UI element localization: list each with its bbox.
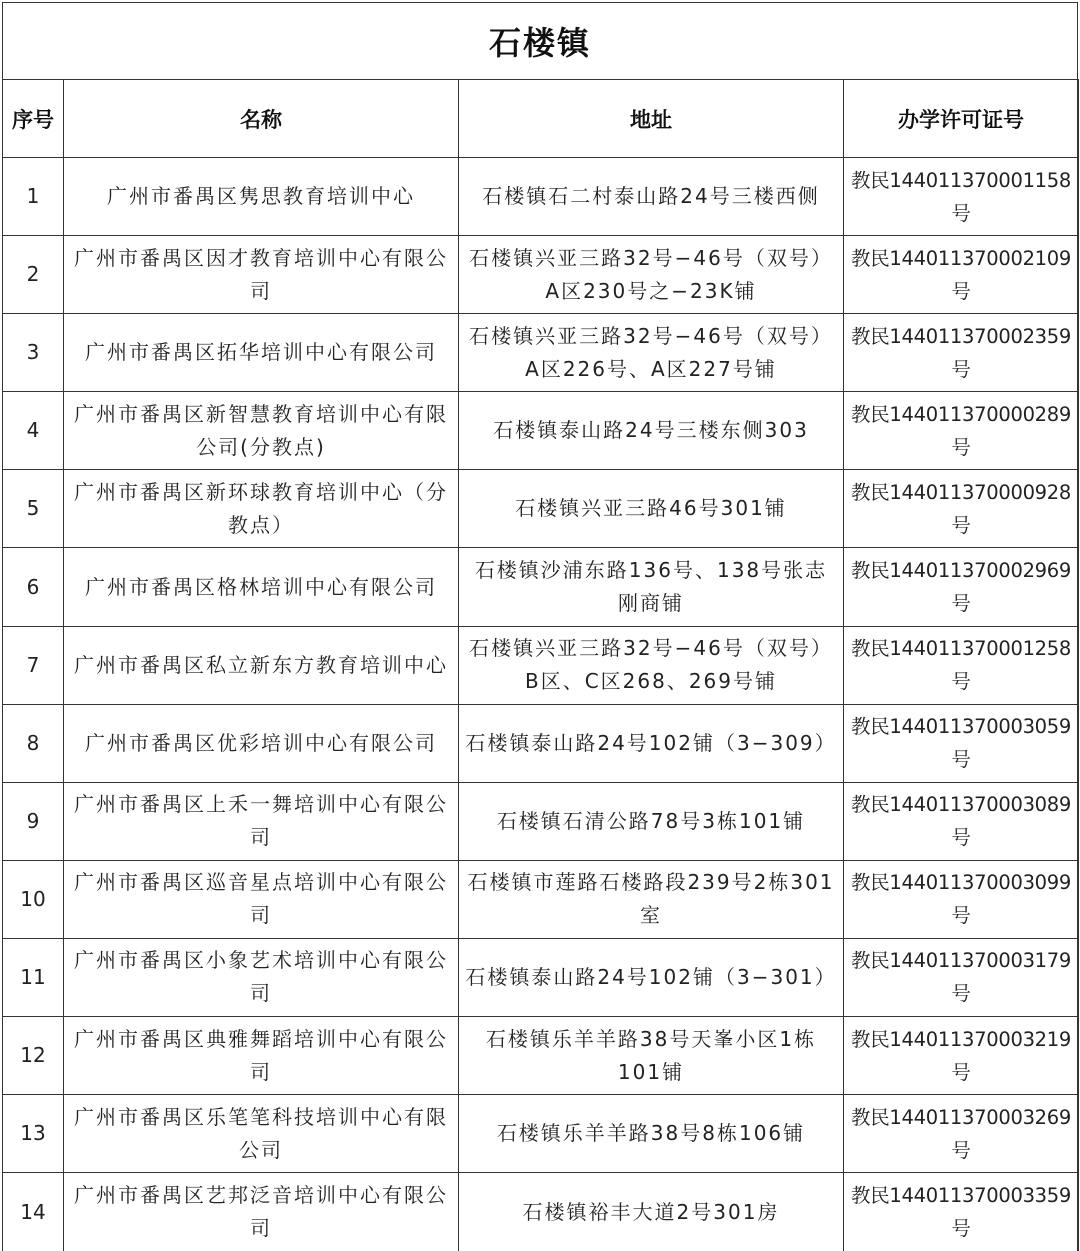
cell-index: 5	[3, 470, 64, 548]
cell-index: 7	[3, 626, 64, 704]
institution-table	[2, 79, 1079, 1251]
cell-name: 广州市番禺区巡音星点培训中心有限公司	[64, 860, 459, 938]
table-row	[3, 626, 1079, 704]
table-row	[3, 1017, 1079, 1095]
cell-index: 14	[3, 1173, 64, 1251]
table-row	[3, 1173, 1079, 1251]
cell-address: 石楼镇兴亚三路32号−46号（双号）A区226号、A区227号铺	[459, 314, 844, 392]
cell-license: 教民144011370000289号	[844, 392, 1079, 470]
cell-index: 10	[3, 860, 64, 938]
cell-name: 广州市番禺区上禾一舞培训中心有限公司	[64, 782, 459, 860]
cell-address: 石楼镇乐羊羊路38号8栋106铺	[459, 1095, 844, 1173]
cell-name: 广州市番禺区艺邦泛音培训中心有限公司	[64, 1173, 459, 1251]
cell-index: 9	[3, 782, 64, 860]
cell-license: 教民144011370003219号	[844, 1017, 1079, 1095]
cell-license: 教民144011370003359号	[844, 1173, 1079, 1251]
header-address: 地址	[459, 80, 844, 158]
cell-address: 石楼镇泰山路24号三楼东侧303	[459, 392, 844, 470]
table-row	[3, 704, 1079, 782]
cell-address: 石楼镇泰山路24号102铺（3−309）	[459, 704, 844, 782]
table-row	[3, 860, 1079, 938]
cell-address: 石楼镇乐羊羊路38号天峯小区1栋101铺	[459, 1017, 844, 1095]
table-header-row	[3, 80, 1079, 158]
table-row	[3, 392, 1079, 470]
header-index: 序号	[3, 80, 64, 158]
table-row	[3, 470, 1079, 548]
cell-index: 4	[3, 392, 64, 470]
cell-name: 广州市番禺区乐笔笔科技培训中心有限公司	[64, 1095, 459, 1173]
cell-address: 石楼镇兴亚三路46号301铺	[459, 470, 844, 548]
cell-address: 石楼镇石二村泰山路24号三楼西侧	[459, 158, 844, 236]
cell-index: 11	[3, 938, 64, 1016]
cell-index: 13	[3, 1095, 64, 1173]
cell-license: 教民144011370003089号	[844, 782, 1079, 860]
cell-index: 6	[3, 548, 64, 626]
cell-license: 教民144011370003059号	[844, 704, 1079, 782]
cell-address: 石楼镇市莲路石楼路段239号2栋301室	[459, 860, 844, 938]
table-row	[3, 938, 1079, 1016]
cell-index: 3	[3, 314, 64, 392]
page-title: 石楼镇	[488, 23, 591, 62]
cell-name: 广州市番禺区新环球教育培训中心（分教点）	[64, 470, 459, 548]
cell-address: 石楼镇石清公路78号3栋101铺	[459, 782, 844, 860]
cell-name: 广州市番禺区小象艺术培训中心有限公司	[64, 938, 459, 1016]
header-license: 办学许可证号	[844, 80, 1079, 158]
cell-name: 广州市番禺区隽思教育培训中心	[64, 158, 459, 236]
cell-name: 广州市番禺区拓华培训中心有限公司	[64, 314, 459, 392]
cell-license: 教民144011370002359号	[844, 314, 1079, 392]
cell-address: 石楼镇兴亚三路32号−46号（双号）A区230号之−23K铺	[459, 236, 844, 314]
cell-address: 石楼镇兴亚三路32号−46号（双号）B区、C区268、269号铺	[459, 626, 844, 704]
cell-license: 教民144011370001258号	[844, 626, 1079, 704]
cell-address: 石楼镇裕丰大道2号301房	[459, 1173, 844, 1251]
cell-license: 教民144011370002109号	[844, 236, 1079, 314]
cell-address: 石楼镇沙浦东路136号、138号张志刚商铺	[459, 548, 844, 626]
cell-license: 教民144011370003099号	[844, 860, 1079, 938]
table-row	[3, 548, 1079, 626]
cell-index: 12	[3, 1017, 64, 1095]
header-name: 名称	[64, 80, 459, 158]
table-row	[3, 314, 1079, 392]
cell-license: 教民144011370003179号	[844, 938, 1079, 1016]
cell-license: 教民144011370001158号	[844, 158, 1079, 236]
cell-name: 广州市番禺区新智慧教育培训中心有限公司(分教点)	[64, 392, 459, 470]
cell-index: 1	[3, 158, 64, 236]
cell-address: 石楼镇泰山路24号102铺（3−301）	[459, 938, 844, 1016]
cell-license: 教民144011370000928号	[844, 470, 1079, 548]
table-row	[3, 158, 1079, 236]
cell-license: 教民144011370003269号	[844, 1095, 1079, 1173]
cell-name: 广州市番禺区优彩培训中心有限公司	[64, 704, 459, 782]
table-row	[3, 1095, 1079, 1173]
cell-name: 广州市番禺区因才教育培训中心有限公司	[64, 236, 459, 314]
cell-name: 广州市番禺区格林培训中心有限公司	[64, 548, 459, 626]
cell-license: 教民144011370002969号	[844, 548, 1079, 626]
cell-index: 2	[3, 236, 64, 314]
table-row	[3, 782, 1079, 860]
table-row	[3, 236, 1079, 314]
cell-index: 8	[3, 704, 64, 782]
cell-name: 广州市番禺区典雅舞蹈培训中心有限公司	[64, 1017, 459, 1095]
cell-name: 广州市番禺区私立新东方教育培训中心	[64, 626, 459, 704]
